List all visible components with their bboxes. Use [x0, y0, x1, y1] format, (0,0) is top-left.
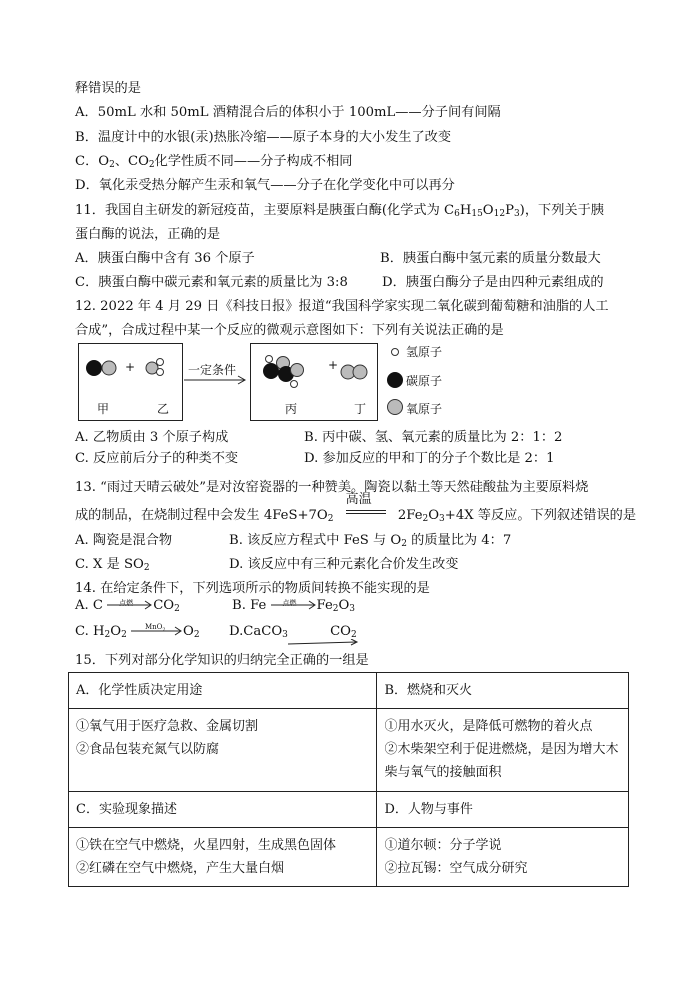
q12-option-c: C. 反应前后分子的种类不变 — [75, 451, 239, 466]
label-bing: 丙 — [285, 402, 298, 416]
q12-stem: 12. 2022 年 4 月 29 日《科技日报》报道“我国科学家实现二氧化碳到葡萄糖和油脂的人工 — [75, 299, 609, 314]
q13-stem-line2: 成的制品，在烧制过程中会发生 $4FeS+7O_2$ 高温 $2Fe_2O_3+4X$ 等反应。下列叙述错误的是 — [75, 492, 637, 524]
q13-option-b: B. 该反应方程式中 FeS 与 $O_2$ 的质量比为 4：7 — [229, 533, 512, 549]
plus-sign: + — [328, 358, 339, 372]
q10-option-d: D．氧化汞受热分解产生汞和氧气——分子在化学变化中可以再分 — [75, 178, 455, 193]
q14-stem: 14. 在给定条件下，下列选项所示的物质间转换不能实现的是 — [75, 581, 430, 596]
q13-option-a: A. 陶瓷是混合物 — [75, 533, 173, 548]
hydrogen-legend-icon — [392, 349, 399, 356]
q12-option-b: B. 丙中碳、氢、氧元素的质量比为 2：1：2 — [304, 430, 563, 445]
q14-option-a: A. C 点燃 $CO_2$ — [75, 598, 180, 614]
q10-option-b: B．温度计中的水银(汞)热胀冷缩——原子本身的大小发生了改变 — [75, 130, 452, 145]
table-row — [69, 792, 629, 828]
plus-sign: + — [125, 360, 136, 374]
q13-option-d: D. 该反应中有三种元素化合价发生改变 — [229, 557, 459, 572]
label-ding: 丁 — [354, 402, 367, 416]
arrow-icon — [107, 600, 153, 612]
q13-option-c: C. X 是 $SO_2$ — [75, 557, 150, 573]
cell-b-body: ①用水灭火，是降低可燃物的着火点 ②木柴架空利于促进燃烧，是因为增大木柴与氧气的接触面积 — [377, 709, 629, 792]
legend-icons — [386, 343, 406, 419]
arrow-icon — [271, 600, 317, 612]
q11-option-d: D．胰蛋白酶分子是由四种元素组成的 — [382, 275, 604, 290]
carbon-atom-icon — [86, 360, 102, 376]
cell-d-body: ①道尔顿：分子学说 ②拉瓦锡：空气成分研究 — [377, 828, 629, 887]
q10-option-a: A．50mL 水和 50mL 酒精混合后的体积小于 100mL——分子间有间隔 — [75, 105, 501, 120]
q14-option-c: C. $H_2O_2$ MnO$_2$ $O_2$ — [75, 623, 200, 640]
legend-hydrogen: 氢原子 — [406, 345, 443, 359]
table-row — [69, 828, 629, 887]
cell-a-body: ①氧气用于医疗急救、金属切割 ②食品包装充氮气以防腐 — [69, 709, 377, 792]
q12-option-a: A. 乙物质由 3 个原子构成 — [75, 430, 229, 445]
q11-option-b: B．胰蛋白酶中氢元素的质量分数最大 — [380, 251, 601, 266]
carbon-legend-icon — [387, 372, 403, 388]
table-row — [69, 673, 629, 709]
q11-stem-line2: 蛋白酶的说法，正确的是 — [75, 227, 221, 242]
arrow-icon — [288, 639, 360, 649]
q11-option-a: A．胰蛋白酶中含有 36 个原子 — [75, 251, 255, 266]
label-yi: 乙 — [157, 402, 170, 416]
q14-option-b: B. Fe 点燃 $Fe_2O_3$ — [232, 598, 356, 614]
knowledge-table — [68, 672, 629, 887]
reaction-condition: 一定条件 — [188, 363, 237, 377]
cell-d-head: D．人物与事件 — [377, 792, 629, 828]
q11-stem: 11．我国自主研发的新冠疫苗，主要原料是胰蛋白酶(化学式为 $C_6H_{15}O_{12}P_3$)，下列关于胰 — [75, 203, 604, 219]
q15-stem: 15．下列对部分化学知识的归纳完全正确的一组是 — [75, 653, 369, 668]
products-box — [250, 343, 378, 421]
q11-option-c: C．胰蛋白酶中碳元素和氧元素的质量比为 3:8 — [75, 275, 348, 290]
cell-c-head: C．实验现象描述 — [69, 792, 377, 828]
oxygen-legend-icon — [388, 400, 403, 415]
label-jia: 甲 — [97, 402, 110, 416]
table-row — [69, 709, 629, 792]
hydrogen-atom-icon — [157, 369, 164, 376]
reactants-box — [78, 343, 183, 421]
legend-carbon: 碳原子 — [406, 374, 443, 388]
q12-option-d: D. 参加反应的甲和丁的分子个数比是 2：1 — [304, 451, 555, 466]
arrow-icon — [131, 626, 183, 638]
q10-stem-tail: 释错误的是 — [75, 81, 141, 96]
condition-high-temp: 高温 — [345, 492, 372, 507]
legend-oxygen: 氧原子 — [406, 402, 443, 416]
equals-sign — [346, 510, 386, 514]
cell-a-head: A．化学性质决定用途 — [69, 673, 377, 709]
hydrogen-atom-icon — [157, 359, 164, 366]
q14-option-d: D.CaCO$_3$ $CO_2$ — [229, 624, 357, 640]
reaction-arrow-icon — [184, 375, 248, 385]
q12-stem-line2: 合成”，合成过程中某一个反应的微观示意图如下：下列有关说法正确的是 — [75, 323, 504, 338]
oxygen-atom-icon — [102, 361, 116, 375]
cell-c-body: ①铁在空气中燃烧，火星四射，生成黑色固体 ②红磷在空气中燃烧，产生大量白烟 — [69, 828, 377, 887]
cell-b-head: B．燃烧和灭火 — [377, 673, 629, 709]
q10-option-c: C．$O_2$、$CO_2$化学性质不同——分子构成不相同 — [75, 154, 353, 170]
q13-stem: 13. “雨过天晴云破处”是对汝窑瓷器的一种赞美。陶瓷以黏土等天然硅酸盐为主要原料烧 — [75, 480, 589, 495]
